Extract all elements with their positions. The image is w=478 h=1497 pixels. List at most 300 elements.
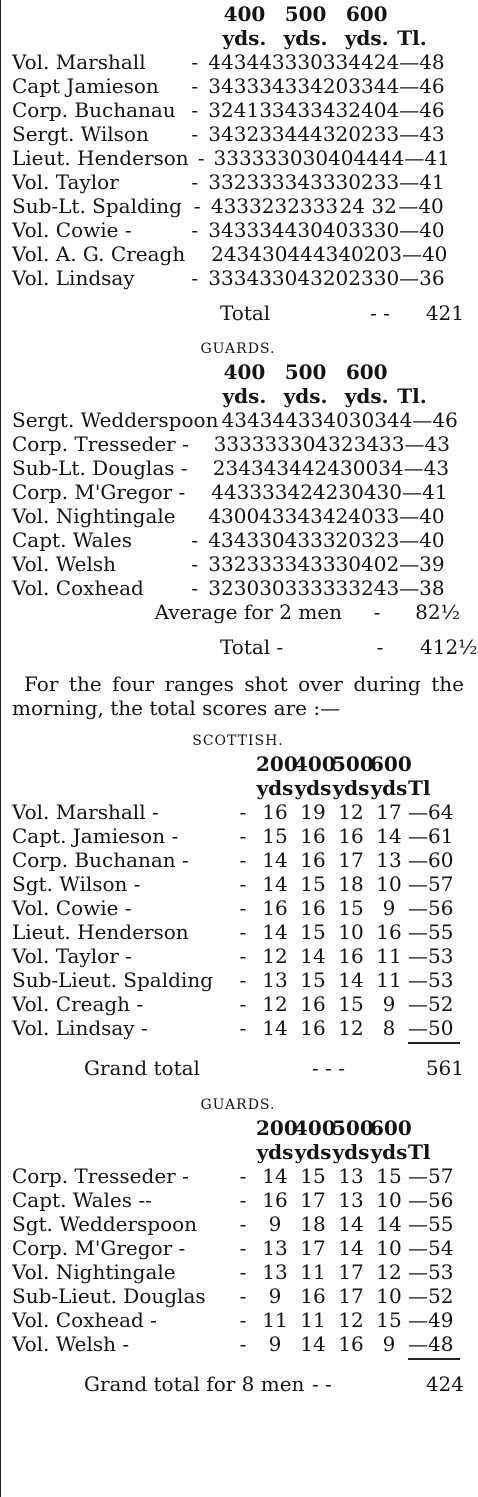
score-200: 12	[262, 992, 288, 1016]
competitor-name: Corp. Buchanan -	[12, 848, 189, 872]
average-dots: -	[373, 600, 381, 624]
score-400: 16	[300, 848, 326, 872]
competitor-name: Capt. Wales	[12, 528, 133, 552]
table-row	[12, 968, 464, 992]
grand-total-value: 424	[425, 1372, 464, 1396]
total-separator: —	[408, 1308, 428, 1332]
row-total	[405, 432, 465, 456]
row-total	[399, 504, 464, 528]
total-separator: —	[399, 74, 420, 98]
row-total	[404, 146, 464, 170]
score-500: 16	[338, 824, 364, 848]
total-value: 48	[428, 1332, 454, 1356]
score-500: 18	[338, 872, 364, 896]
total-label: Total	[220, 301, 271, 325]
score-600: 10	[376, 1284, 402, 1308]
table-header-ranges	[12, 752, 464, 776]
header-200: 200	[256, 1116, 298, 1140]
row-total	[404, 456, 464, 480]
total-value: 43	[424, 432, 450, 456]
leader-dash: -	[191, 576, 199, 600]
sum-rule	[408, 1042, 460, 1044]
row-total	[402, 480, 464, 504]
score-200: 13	[262, 1260, 288, 1284]
row-total	[399, 218, 464, 242]
score-400: 43004	[208, 504, 272, 528]
total-value: 52	[428, 1284, 454, 1308]
total-separator: —	[399, 528, 420, 552]
score-600: 10	[376, 1188, 402, 1212]
leader-dash: -	[191, 170, 199, 194]
header-total: Tl	[408, 776, 431, 800]
competitor-name: Sub-Lieut. Spalding	[12, 968, 213, 992]
leader-dash: -	[193, 194, 201, 218]
score-600: 30034	[340, 456, 404, 480]
total-value: 60	[428, 848, 454, 872]
score-600: 30344	[348, 408, 413, 432]
total-separator: —	[398, 194, 419, 218]
competitor-name: Vol. Cowie -	[12, 218, 132, 242]
score-600: 04444	[340, 146, 405, 170]
score-600: 9	[382, 1332, 396, 1356]
leader-dash: -	[239, 944, 247, 968]
row-total	[408, 992, 464, 1016]
table-row	[12, 218, 464, 242]
total-value: 41	[419, 170, 445, 194]
score-500: 33434	[271, 504, 336, 528]
total-separator: —	[408, 1284, 428, 1308]
score-400: 34333	[208, 218, 272, 242]
header-400: 400	[294, 1116, 336, 1140]
score-400: 32413	[208, 98, 272, 122]
total-value: 55	[428, 920, 454, 944]
total-value: 55	[428, 1212, 454, 1236]
score-500: 33303	[271, 50, 336, 74]
leader-dash: -	[191, 122, 199, 146]
score-600: 24 32	[339, 194, 397, 218]
competitor-name: Corp. Buchanau	[12, 98, 176, 122]
competitor-name: Sergt. Wilson	[12, 122, 149, 146]
score-200: 16	[262, 1188, 288, 1212]
total-separator: —	[402, 480, 422, 504]
row-total	[408, 1164, 464, 1188]
leader-dash: -	[239, 1332, 247, 1356]
competitor-name: Capt. Jamieson -	[12, 824, 179, 848]
score-400: 24343	[211, 242, 275, 266]
row-total	[408, 800, 464, 824]
table-row	[12, 552, 464, 576]
table-row	[12, 576, 464, 600]
row-total	[408, 896, 464, 920]
header-yds: yds	[332, 776, 370, 800]
header-yds: yds.	[222, 384, 267, 408]
score-500: 34334	[271, 98, 336, 122]
score-600: 20323	[335, 528, 400, 552]
score-500: 43342	[271, 74, 336, 98]
total-value: 54	[428, 1236, 454, 1260]
score-400: 16	[300, 824, 326, 848]
score-400: 33233	[208, 170, 272, 194]
leader-dash: -	[239, 920, 247, 944]
score-200: 13	[262, 968, 288, 992]
table-row	[12, 1188, 464, 1212]
row-total	[398, 194, 464, 218]
score-400: 15	[300, 872, 326, 896]
score-500: 17	[338, 1260, 364, 1284]
score-500: 33433	[271, 552, 336, 576]
table-header-units	[12, 26, 464, 50]
leader-dash	[185, 242, 211, 266]
score-document	[12, 2, 478, 1400]
leader-dash: -	[239, 1212, 247, 1236]
leader-dash: -	[239, 1188, 247, 1212]
total-value: 38	[419, 576, 445, 600]
total-label: Total -	[220, 635, 284, 659]
score-500: 30432	[271, 266, 336, 290]
row-total	[399, 98, 464, 122]
competitor-name: Corp. M'Gregor -	[12, 1236, 186, 1260]
row-total	[408, 1260, 464, 1284]
table-row	[12, 528, 464, 552]
score-200: 12	[262, 944, 288, 968]
table-header-units	[12, 776, 464, 800]
leader-dash: -	[239, 872, 247, 896]
score-200: 9	[268, 1212, 282, 1236]
total-value: 46	[419, 98, 445, 122]
leader-dash: -	[191, 98, 199, 122]
score-400: 16	[300, 896, 326, 920]
score-400: 33333	[213, 146, 278, 170]
header-yds: yds	[370, 776, 408, 800]
header-500: 500	[332, 752, 374, 776]
total-value: 57	[428, 1164, 454, 1188]
average-value: 82½	[415, 600, 460, 624]
total-separator: —	[408, 1188, 428, 1212]
competitor-name: Corp. M'Gregor -	[12, 480, 186, 504]
score-400: 16	[300, 992, 326, 1016]
header-total: Tl.	[397, 26, 427, 50]
score-500: 34443	[271, 122, 336, 146]
total-separator: —	[408, 848, 428, 872]
leader-dash	[189, 432, 214, 456]
competitor-name: Corp. Tresseder -	[12, 1164, 189, 1188]
total-separator: —	[408, 1164, 428, 1188]
competitor-name: Vol. Nightingale	[12, 1260, 176, 1284]
total-separator: —	[408, 896, 428, 920]
score-400: 17	[300, 1236, 326, 1260]
score-500: 14	[338, 968, 364, 992]
score-400: 44344	[208, 50, 272, 74]
header-500: 500	[284, 360, 327, 384]
total-separator: —	[403, 456, 424, 480]
table-row	[12, 920, 464, 944]
score-400: 11	[300, 1260, 326, 1284]
score-600: 24033	[335, 504, 400, 528]
score-600: 12	[376, 1260, 402, 1284]
header-yds: yds	[256, 776, 294, 800]
competitor-name: Sub-Lieut. Douglas	[12, 1284, 206, 1308]
competitor-name: Vol. Taylor -	[12, 944, 132, 968]
total-value: 36	[419, 266, 445, 290]
score-500: 17	[338, 1284, 364, 1308]
table-row	[12, 1236, 464, 1260]
score-400: 33233	[208, 552, 272, 576]
score-400: 15	[300, 920, 326, 944]
section-caption: SCOTTISH.	[192, 733, 284, 749]
leader-dash: -	[239, 1236, 247, 1260]
score-500: 33043	[277, 432, 341, 456]
header-yds: yds.	[283, 26, 328, 50]
row-total	[408, 968, 464, 992]
grand-total-dots: - - -	[312, 1056, 345, 1080]
total-value: 53	[428, 1260, 454, 1284]
scottish-match-total	[12, 298, 464, 328]
score-600: 30430	[338, 480, 402, 504]
competitor-name: Lieut. Henderson	[12, 146, 189, 170]
total-separator: —	[399, 576, 420, 600]
row-total	[408, 1188, 464, 1212]
header-yds: yds	[332, 1140, 370, 1164]
score-200: 14	[262, 872, 288, 896]
table-row	[12, 480, 464, 504]
total-value: 53	[428, 968, 454, 992]
score-600: 32404	[335, 98, 400, 122]
total-separator: —	[404, 432, 425, 456]
total-separator: —	[408, 1016, 428, 1040]
table-row	[12, 896, 464, 920]
score-600: 03330	[335, 218, 400, 242]
header-yds: yds.	[344, 384, 389, 408]
score-500: 34242	[274, 480, 339, 504]
header-total: Tl.	[397, 384, 427, 408]
table-row	[12, 194, 464, 218]
grand-total-label: Grand total	[84, 1056, 200, 1080]
intro-paragraph: For the four ranges shot over during the morning, the total scores are :—	[12, 672, 464, 720]
score-500: 17	[338, 848, 364, 872]
table-row	[12, 74, 464, 98]
score-200: 15	[262, 824, 288, 848]
total-separator: —	[399, 218, 420, 242]
table-row	[12, 848, 464, 872]
table-row	[12, 170, 464, 194]
row-total	[408, 1236, 464, 1260]
scottish-match-rows	[12, 50, 464, 290]
leader-dash: -	[239, 1260, 247, 1284]
score-600: 14	[376, 1212, 402, 1236]
leader-dash: -	[191, 266, 199, 290]
guards-match-table	[12, 338, 478, 662]
score-400: 18	[300, 1212, 326, 1236]
score-400: 32303	[208, 576, 272, 600]
total-separator: —	[408, 1332, 428, 1356]
header-500: 500	[284, 2, 327, 26]
total-value: 43	[419, 122, 445, 146]
leader-dash	[185, 480, 211, 504]
score-400: 16	[300, 1016, 326, 1040]
total-value: 53	[428, 944, 454, 968]
table-row	[12, 1332, 464, 1356]
score-400: 34323	[208, 122, 272, 146]
scottish-match-table	[12, 2, 464, 328]
table-row	[12, 408, 464, 432]
score-600: 13	[376, 848, 402, 872]
total-value: 49	[428, 1308, 454, 1332]
total-value: 39	[419, 552, 445, 576]
section-caption: GUARDS.	[200, 1097, 276, 1113]
total-separator: —	[401, 242, 422, 266]
score-400: 23434	[212, 456, 277, 480]
score-200: 9	[268, 1284, 282, 1308]
score-600: 33243	[335, 576, 400, 600]
competitor-name: Sgt. Wedderspoon	[12, 1212, 198, 1236]
table-row	[12, 432, 464, 456]
score-200: 13	[262, 1236, 288, 1260]
leader-dash: -	[239, 1164, 247, 1188]
leader-dash: -	[239, 1308, 247, 1332]
table-header-units	[12, 1140, 464, 1164]
header-yds: yds.	[222, 26, 267, 50]
score-500: 33433	[271, 170, 336, 194]
table-row	[12, 242, 464, 266]
total-separator: —	[408, 968, 428, 992]
total-separator: —	[404, 146, 425, 170]
competitor-name: Vol. Creagh -	[12, 992, 144, 1016]
competitor-name: Sgt. Wilson -	[12, 872, 141, 896]
total-value: 41	[422, 480, 448, 504]
competitor-name: Vol. Nightingale	[12, 504, 176, 528]
score-500: 34424	[276, 456, 341, 480]
table-header-units	[12, 384, 464, 408]
row-total	[399, 170, 464, 194]
header-yds: yds	[256, 1140, 294, 1164]
total-dots: - -	[370, 301, 390, 325]
score-600: 15	[376, 1164, 402, 1188]
row-total	[399, 552, 464, 576]
score-500: 15	[338, 896, 364, 920]
table-header-ranges	[12, 2, 464, 26]
row-total	[399, 266, 464, 290]
row-total	[408, 1212, 464, 1236]
total-dots: -	[376, 635, 384, 659]
total-separator: —	[399, 552, 420, 576]
row-total	[408, 824, 464, 848]
competitor-name: Vol. Marshall -	[12, 800, 159, 824]
row-total	[399, 74, 464, 98]
row-total	[408, 1284, 464, 1308]
score-500: 43340	[285, 408, 349, 432]
competitor-name: Sub-Lt. Douglas -	[12, 456, 188, 480]
table-row	[12, 872, 464, 896]
score-600: 17	[376, 800, 402, 824]
total-value: 40	[419, 504, 445, 528]
competitor-name: Vol. Welsh -	[12, 1332, 130, 1356]
competitor-name: Sergt. Wedderspoon	[12, 408, 219, 432]
competitor-name: Vol. Cowie -	[12, 896, 132, 920]
score-500: 16	[338, 1332, 364, 1356]
score-400: 11	[300, 1308, 326, 1332]
score-400: 15	[300, 1164, 326, 1188]
table-row	[12, 800, 464, 824]
total-separator: —	[412, 408, 433, 432]
total-separator: —	[399, 50, 420, 74]
total-separator: —	[408, 1236, 428, 1260]
guards-average	[12, 600, 464, 624]
header-600: 600	[345, 2, 388, 26]
score-600: 15	[376, 1308, 402, 1332]
score-400: 17	[300, 1188, 326, 1212]
competitor-name: Vol. A. G. Creagh	[12, 242, 186, 266]
score-400: 16	[300, 1284, 326, 1308]
total-value: 412½	[420, 635, 478, 659]
total-separator: —	[399, 122, 420, 146]
total-separator: —	[399, 170, 420, 194]
leader-dash: -	[239, 896, 247, 920]
table-row	[12, 122, 464, 146]
header-total: Tl	[408, 1140, 431, 1164]
table-header-ranges	[12, 360, 464, 384]
total-value: 56	[428, 896, 454, 920]
table-row	[12, 98, 464, 122]
score-200: 16	[262, 800, 288, 824]
competitor-name: Vol. Taylor	[12, 170, 119, 194]
header-yds: yds.	[344, 26, 389, 50]
total-value: 48	[419, 50, 445, 74]
grand-total-dots: - -	[312, 1372, 332, 1396]
leader-dash: -	[197, 146, 205, 170]
row-total	[399, 50, 464, 74]
table-row	[12, 266, 464, 290]
competitor-name: Vol. Coxhead	[12, 576, 144, 600]
total-separator: —	[408, 1212, 428, 1236]
row-total	[399, 528, 464, 552]
score-600: 10	[376, 872, 402, 896]
header-yds: yds	[294, 776, 332, 800]
score-500: 12	[338, 1308, 364, 1332]
competitor-name: Corp. Tresseder -	[12, 432, 189, 456]
header-400: 400	[223, 2, 266, 26]
leader-dash: -	[239, 1284, 247, 1308]
scottish-aggregate-table	[12, 730, 464, 1084]
score-600: 40203	[338, 242, 402, 266]
score-500: 12	[338, 1016, 364, 1040]
score-200: 11	[262, 1308, 288, 1332]
header-600: 600	[345, 360, 388, 384]
total-value: 41	[424, 146, 450, 170]
score-400: 15	[300, 968, 326, 992]
table-header-ranges	[12, 1116, 464, 1140]
competitor-name: Capt. Wales --	[12, 1188, 152, 1212]
score-200: 14	[262, 920, 288, 944]
competitor-name: Vol. Lindsay -	[12, 1016, 148, 1040]
row-total	[408, 1332, 464, 1356]
score-500: 10	[338, 920, 364, 944]
score-200: 14	[262, 848, 288, 872]
scottish-aggregate-rows	[12, 800, 464, 1040]
total-value: 61	[428, 824, 454, 848]
leader-dash: -	[239, 992, 247, 1016]
header-600: 600	[370, 752, 412, 776]
total-value: 421	[425, 301, 464, 325]
total-separator: —	[399, 504, 420, 528]
total-value: 56	[428, 1188, 454, 1212]
score-200: 14	[262, 1164, 288, 1188]
score-500: 12	[338, 800, 364, 824]
table-row	[12, 456, 464, 480]
row-total	[402, 242, 464, 266]
guards-aggregate-rows	[12, 1164, 464, 1356]
row-total	[408, 1016, 464, 1040]
leader-dash: -	[239, 824, 247, 848]
